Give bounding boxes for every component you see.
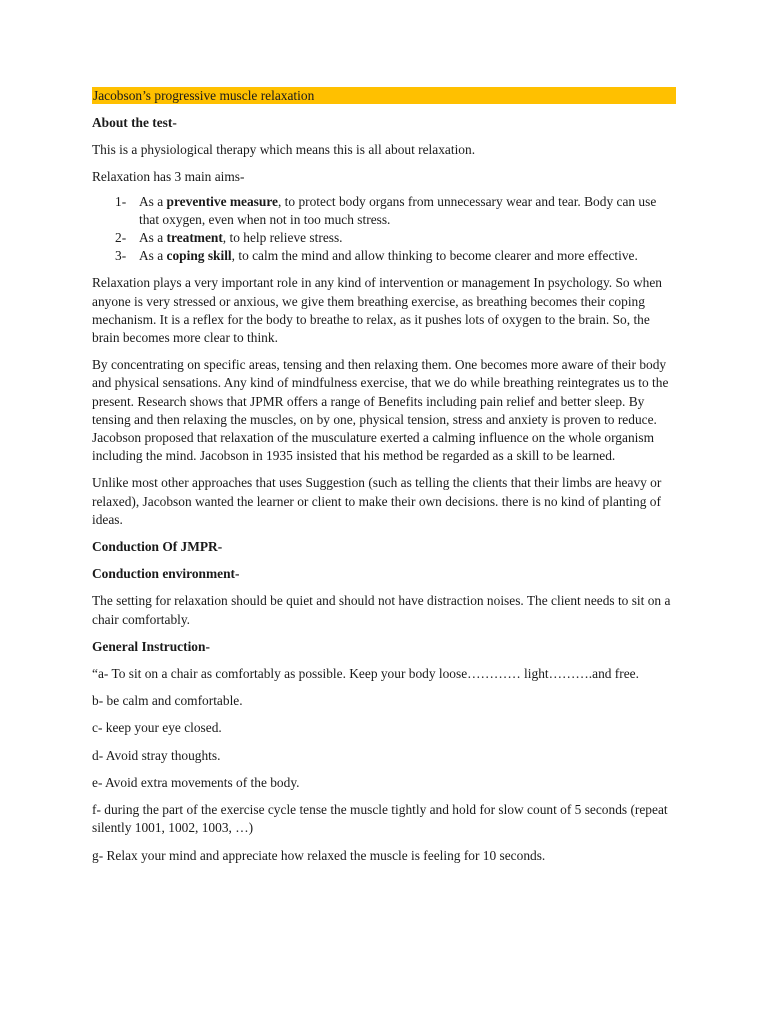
aims-intro: Relaxation has 3 main aims-	[92, 169, 245, 185]
about-heading: About the test-	[92, 115, 177, 130]
general-instruction-heading: General Instruction-	[92, 638, 210, 654]
instruction-item: e- Avoid extra movements of the body.	[92, 774, 300, 790]
instruction-item: g- Relax your mind and appreciate how relaxed the muscle is feeling for 10 seconds.	[92, 847, 546, 863]
list-item	[92, 247, 676, 265]
document-title: Jacobson’s progressive muscle relaxation	[92, 87, 676, 104]
instruction-item: f- during the part of the exercise cycle tense the muscle tightly and hold for slow count of 5 seconds (repeat silently 1001, 1002, 1003, …)	[92, 802, 668, 836]
aims-list	[92, 193, 676, 266]
conduction-heading: Conduction Of JMPR-	[92, 539, 223, 555]
instruction-item: c- keep your eye closed.	[92, 720, 222, 736]
paragraph-role-of-relaxation: Relaxation plays a very important role in any kind of intervention or management In psychology. So when anyone is very stressed or anxious, we give them breathing exercise, as breathing becomes their coping mechanism. It is a reflex for the body to breathe to relax, as it pushes lots of oxygen to the brain. So, the brain becomes more clear to think.	[92, 275, 662, 346]
paragraph-suggestion: Unlike most other approaches that uses Suggestion (such as telling the clients that their limbs are heavy or relaxed), Jacobson wanted the learner or client to make their own decisions. there is no kind of planting of ideas.	[92, 475, 662, 527]
list-item	[92, 229, 676, 247]
list-text: , to protect body organs from unnecessary wear and tear. Body can use that oxygen, even when not in too much stress.	[139, 193, 657, 227]
instruction-item: b- be calm and comfortable.	[92, 693, 243, 709]
list-number: 3-	[115, 248, 127, 264]
document-page	[92, 87, 676, 874]
instruction-item: “a- To sit on a chair as comfortably as possible. Keep your body loose………… light……….and free.	[92, 666, 639, 682]
paragraph-benefits: By concentrating on specific areas, tensing and then relaxing them. One becomes more aware of their body and physical sensations. Any kind of mindfulness exercise, that we do while breathing reintegrates us to the present. Research shows that JPMR offers a range of Benefits including pain relief and better sleep. By tensing and then relaxing the muscles, on by one, physical tension, stress and anxiety is proven to reduce. Jacobson proposed that relaxation of the musculature exerted a calming influence on the whole organism including the mind. Jacobson in 1935 insisted that his method be regarded as a skill to be learned.	[92, 357, 669, 464]
list-text: As a	[139, 230, 167, 246]
environment-heading: Conduction environment-	[92, 566, 240, 582]
list-number: 1-	[115, 193, 127, 209]
intro-paragraph: This is a physiological therapy which means this is all about relaxation.	[92, 142, 476, 158]
list-bold-term: coping skill	[166, 248, 232, 264]
list-bold-term: preventive measure	[166, 193, 278, 209]
list-text: , to calm the mind and allow thinking to become clearer and more effective.	[231, 248, 638, 264]
instruction-item: d- Avoid stray thoughts.	[92, 747, 221, 763]
list-item	[92, 193, 676, 229]
list-number: 2-	[115, 230, 127, 246]
list-text: As a	[139, 193, 167, 209]
list-bold-term: treatment	[166, 230, 223, 246]
list-text: , to help relieve stress.	[222, 230, 343, 246]
list-text: As a	[139, 248, 167, 264]
environment-paragraph: The setting for relaxation should be quiet and should not have distraction noises. The client needs to sit on a chair comfortably.	[92, 593, 671, 627]
